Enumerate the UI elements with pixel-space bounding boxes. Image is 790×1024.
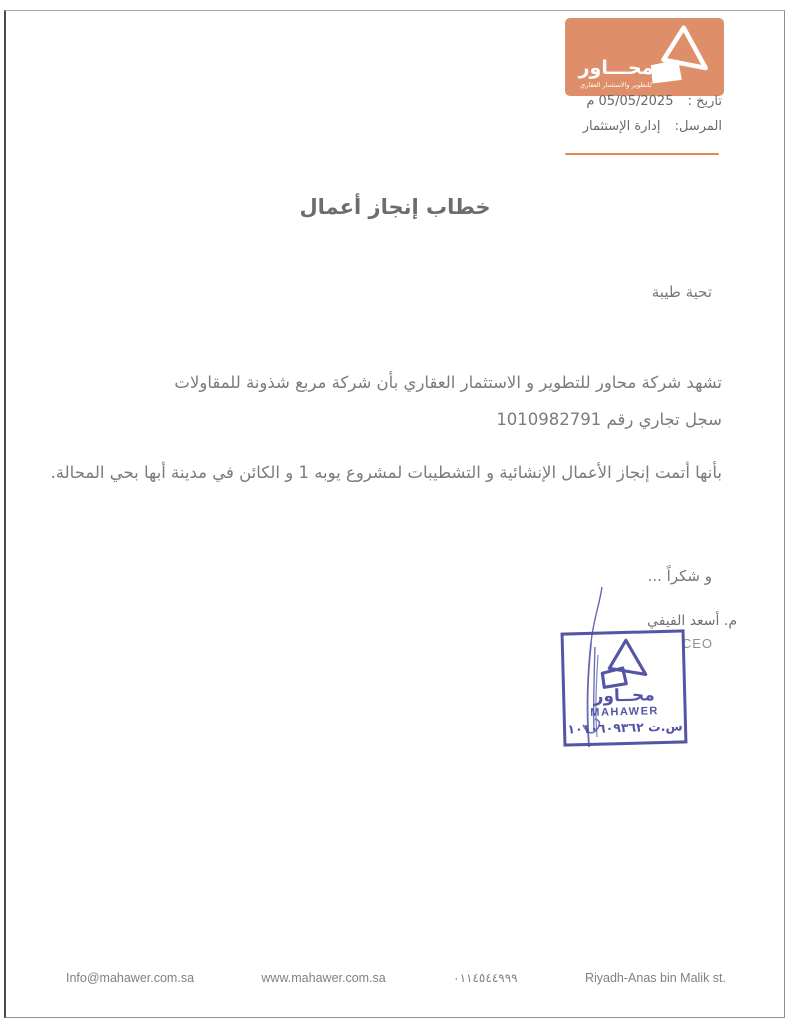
company-tagline: للتطوير والاستثمار العقاري (580, 81, 652, 89)
company-stamp (561, 629, 688, 746)
date-value: 05/05/2025 (598, 94, 674, 109)
body-line-3: بأنها أتمت إنجاز الأعمال الإنشائية و التشطيبات لمشروع يوبه 1 و الكائن في مدينة أبها بحي المحالة. (50, 463, 722, 482)
stamp-name-latin: MAHAWER (590, 705, 660, 719)
sender-value: إدارة الإستثمار (582, 119, 661, 134)
date-suffix: م (586, 94, 595, 109)
date-label: تاريخ : (687, 94, 722, 109)
greeting-text: تحية طيبة (651, 283, 712, 301)
footer-website: www.mahawer.com.sa (261, 971, 386, 985)
letter-meta (583, 94, 722, 144)
logo-text (573, 59, 659, 89)
letter-page (4, 10, 785, 1018)
letter-footer (66, 971, 726, 985)
body-line-1: تشهد شركة محاور للتطوير و الاستثمار العقاري بأن شركة مربع شذونة للمقاولات (174, 373, 722, 392)
company-name-arabic: محـــاور (578, 57, 654, 80)
stamp-name-arabic: محــاور (593, 685, 656, 707)
footer-phone: ٠١١٤٥٤٤٩٩٩ (453, 971, 518, 985)
signatory-name: م. أسعد الفيفي (647, 613, 737, 629)
header-divider (565, 153, 719, 155)
sender-label: المرسل: (674, 119, 722, 134)
body-line-2: سجل تجاري رقم 1010982791 (496, 410, 722, 429)
signature-stroke (6, 11, 787, 1019)
letter-title: خطاب إنجاز أعمال (299, 195, 491, 219)
stamp-cr-number: س.ت ١٠١٠٦٠٩٣٦٢ (567, 718, 683, 737)
closing-text: و شكراً ... (647, 567, 712, 585)
footer-address: Riyadh-Anas bin Malik st. (584, 971, 726, 985)
sender-row (583, 119, 722, 134)
signatory-role: CEO (681, 636, 713, 651)
date-row (583, 94, 722, 109)
company-logo (565, 18, 724, 96)
footer-email: Info@mahawer.com.sa (66, 971, 195, 985)
stamp-logo-icon (595, 637, 652, 690)
